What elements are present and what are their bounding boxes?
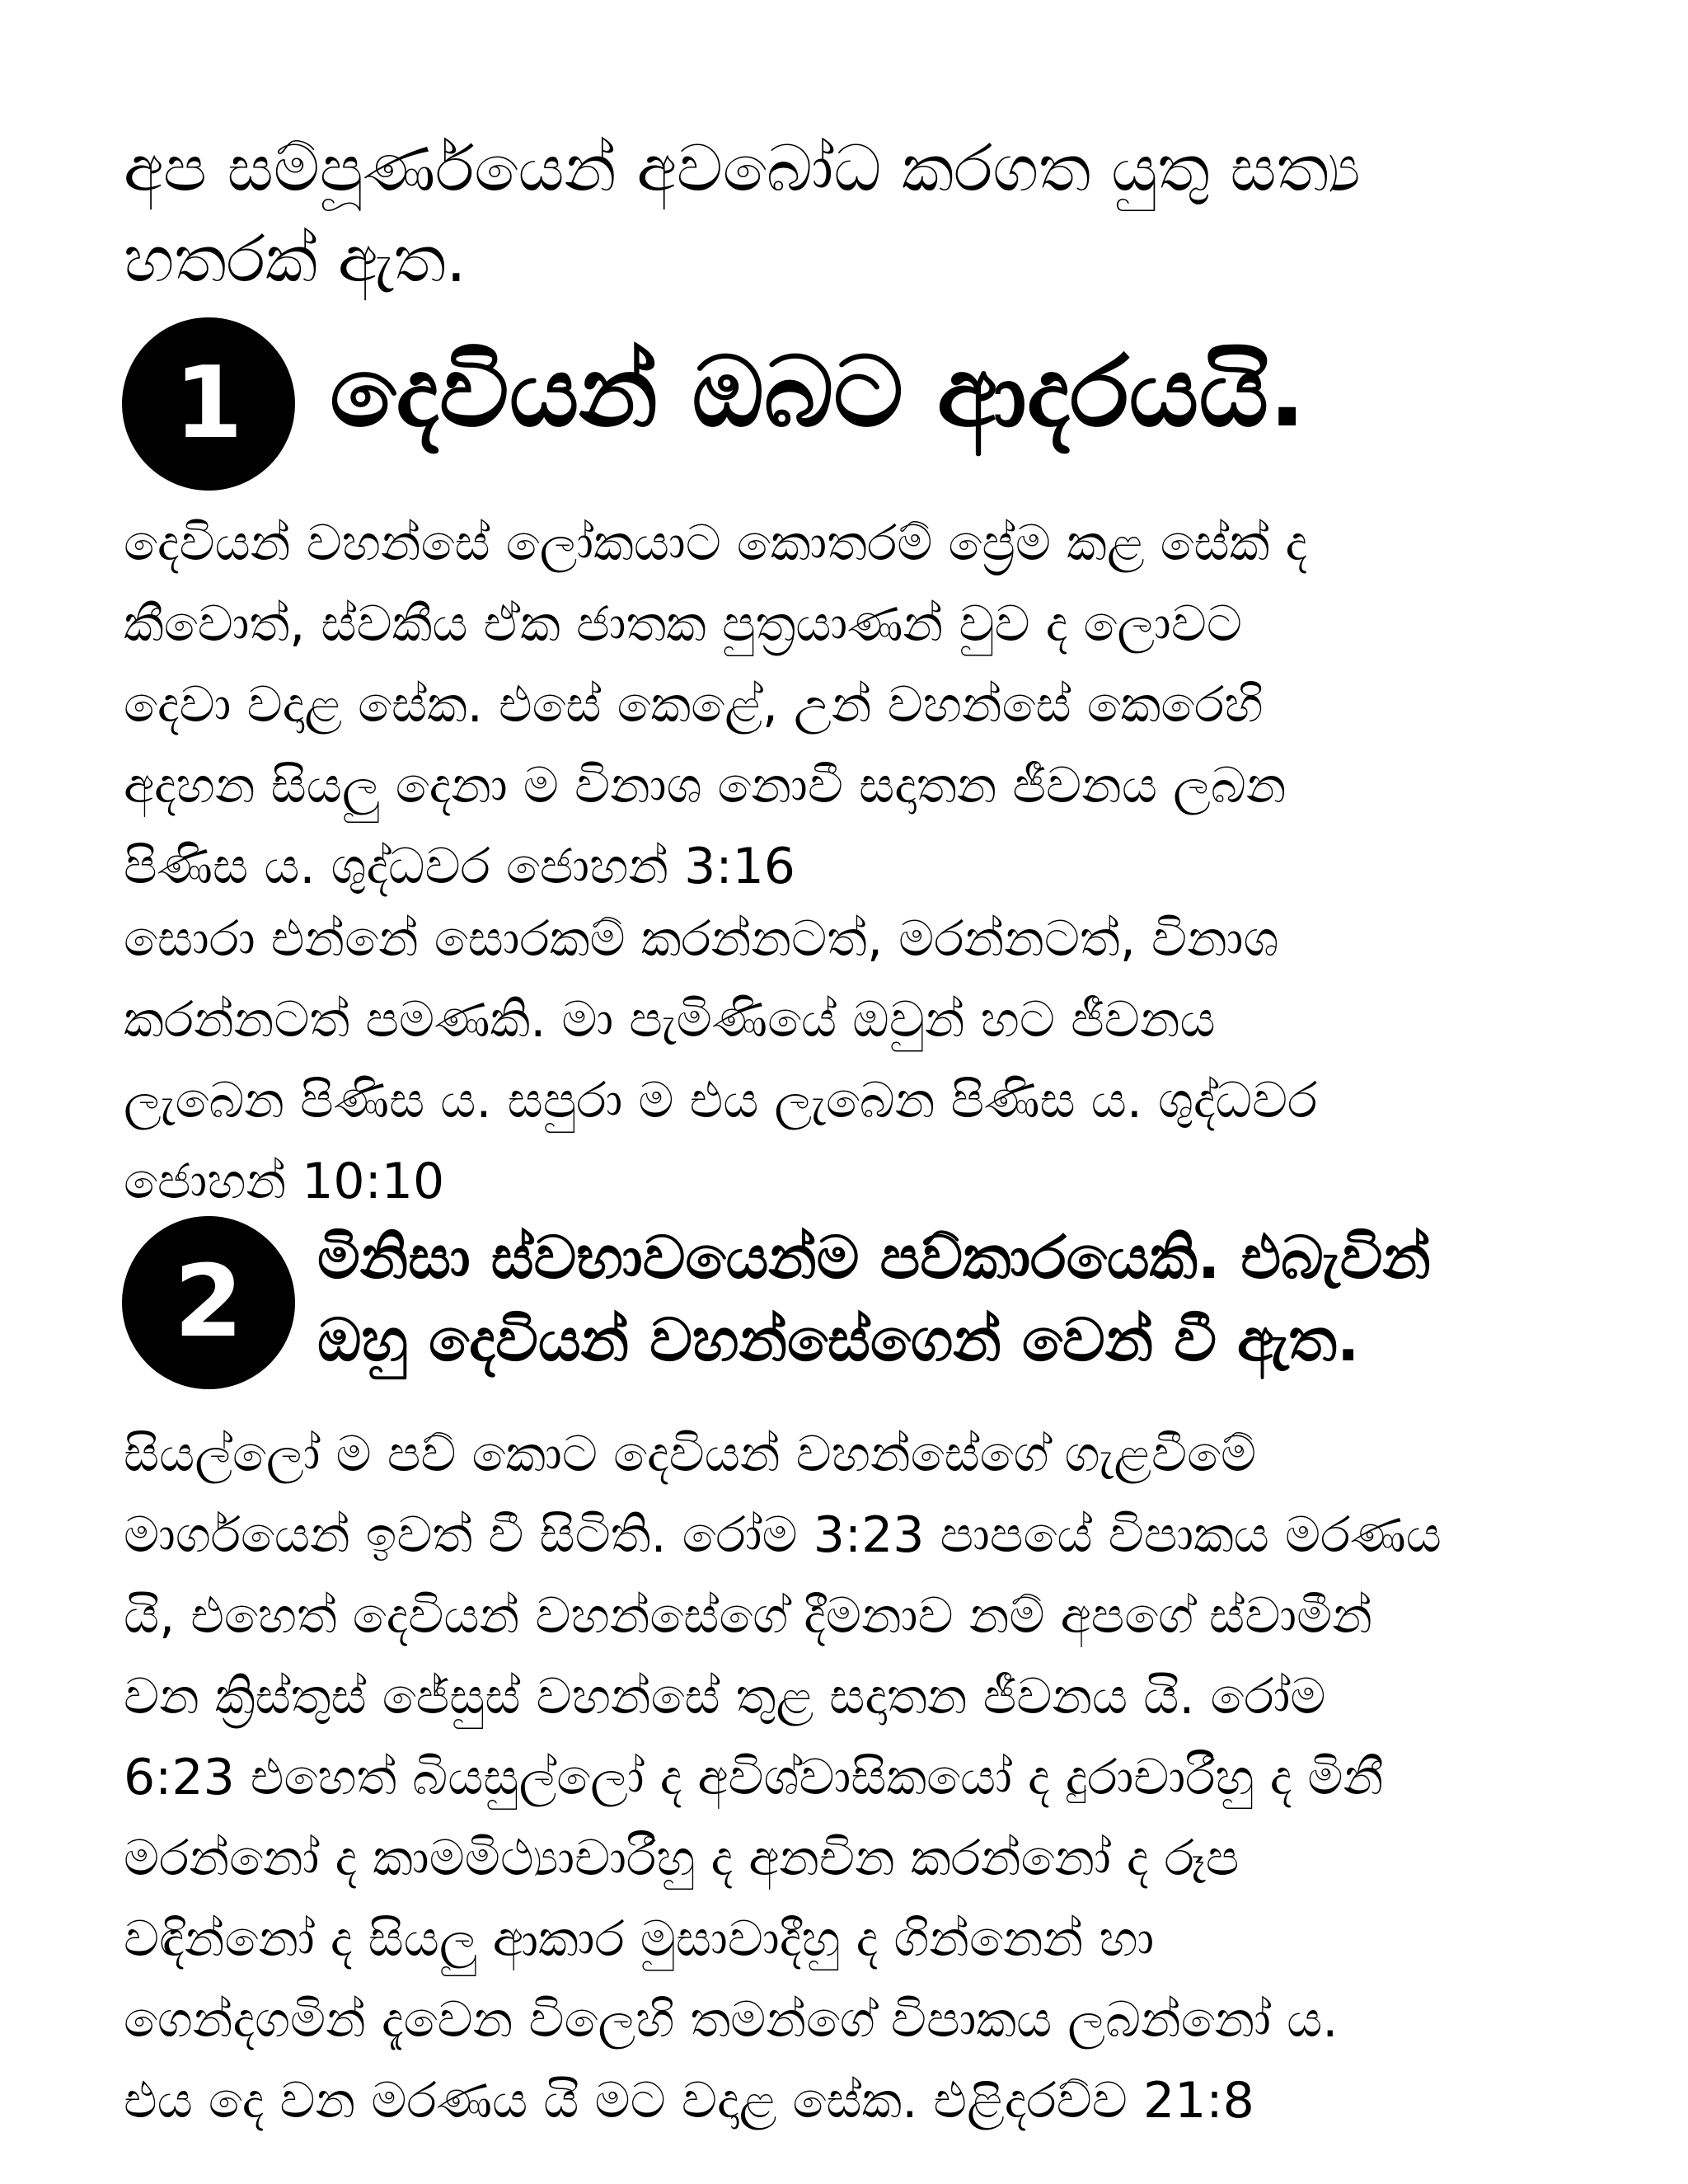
intro-line: හතරක් ඇත. xyxy=(124,223,467,297)
paragraph-line: ගෙන්දගමින් දැවෙන විලෙහි තමන්ගේ විපාකය ලබන්නෝ ය. xyxy=(124,1991,1339,2049)
section-1-paragraph-2 xyxy=(124,899,1574,1222)
paragraph-line: දෙවියන් වහන්සේ ලෝකයාට කොතරම් ප්‍රේම කළ සේක් ද xyxy=(124,514,1308,572)
paragraph-line: යි, එහෙත් දෙවියන් වහන්සේගේ දීමනාව නම් අපගේ ස්වාමීන් xyxy=(124,1587,1372,1645)
number-badge-1: 1 xyxy=(122,317,295,491)
paragraph-line: 6:23 එහෙත් බියසුල්ලෝ ද අවිශ්වාසිකයෝ ද දුරාචාරීහු ද මිනී xyxy=(124,1749,1384,1806)
section-2-paragraph xyxy=(124,1414,1574,2141)
paragraph-line: ලැබෙන පිණිස ය. සපුරා ම එය ලැබෙන පිණිස ය. ශුද්ධවර xyxy=(124,1072,1318,1130)
paragraph-line: එය දෙ වන මරණය යි මට වදාළ සේක. එළිදරව්ව 21:8 xyxy=(124,2072,1254,2130)
heading-line: මිනිසා ස්වභාවයෙන්ම පව්කාරයෙකි. එබැවින් xyxy=(317,1223,1431,1292)
paragraph-line: කීවොත්, ස්වකීය ඒක ජාතක පුත්‍රයාණන් වුව ද ලොවට xyxy=(124,595,1243,653)
paragraph-line: සියල්ලෝ ම පව් කොට දෙවියන් වහන්සේගේ ගැළවීමේ xyxy=(124,1425,1257,1483)
section-2-heading xyxy=(317,1216,1570,1381)
paragraph-line: කරන්නටත් පමණකි. මා පැමිණියේ ඔවුන් හට ජීවනය xyxy=(124,991,1216,1049)
paragraph-line: වන ක්‍රිස්තුස් ජේසුස් වහන්සේ තුළ සදාතන ජීවනය යි. රෝම xyxy=(124,1668,1326,1726)
number-badge-2: 2 xyxy=(122,1216,295,1389)
paragraph-line: සොරා එන්නේ සොරකම් කරන්නටත්, මරන්නටත්, විනාශ xyxy=(124,910,1279,968)
paragraph-line: ජොහන් 10:10 xyxy=(124,1153,445,1210)
paragraph-line: වඳින්නෝ ද සියලු ආකාර මුසාවාදීහු ද ගින්නෙන් හා xyxy=(124,1910,1155,1968)
paragraph-line: අදහන සියලු දෙනා ම විනාශ නොවී සදාතන ජීවනය ලබන xyxy=(124,757,1287,815)
paragraph-line: පිණිස ය. ශුද්ධවර ජොහන් 3:16 xyxy=(124,838,795,895)
intro-text xyxy=(124,124,1566,305)
section-1-heading: දෙවියන් ඔබට ආදරයයි. xyxy=(330,335,1306,449)
paragraph-line: දෙවා වදාළ සේක. එසේ කෙළේ, උන් වහන්සේ කෙරෙහි xyxy=(124,676,1264,734)
intro-line: අප සම්පූර්ණයෙන් අවබෝධ කරගත යුතු සත්‍ය xyxy=(124,132,1361,206)
paragraph-line: මාර්ගයෙන් ඉවත් වී සිටිති. රෝම 3:23 පාපයේ විපාකය මරණය xyxy=(124,1506,1442,1564)
section-1-paragraph-1 xyxy=(124,503,1574,907)
paragraph-line: මරන්නෝ ද කාමමිථ්‍යාචාරීහු ද අනචින කරන්නෝ ද රූප xyxy=(124,1829,1240,1887)
heading-line: ඔහු දෙවියන් වහන්සේගෙන් වෙන් වී ඇත. xyxy=(317,1305,1360,1374)
